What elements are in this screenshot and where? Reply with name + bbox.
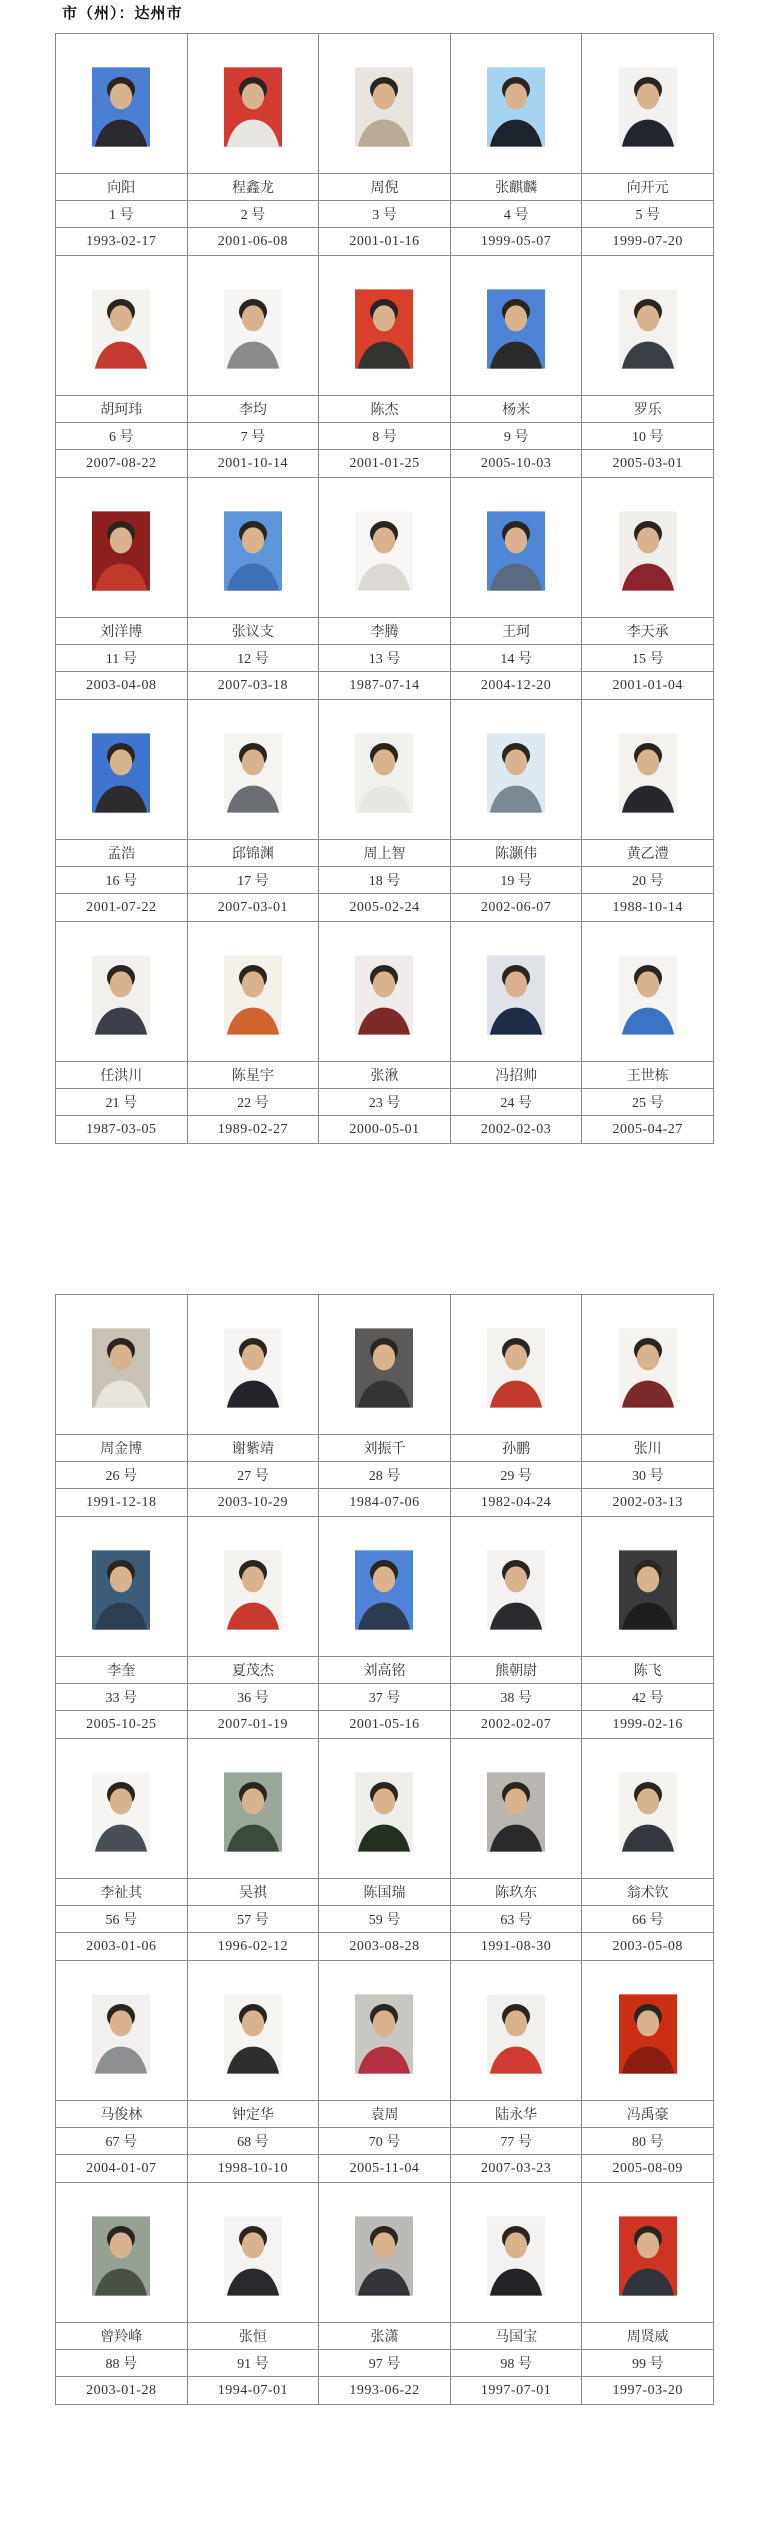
person-photo-cell (187, 2183, 319, 2323)
person-photo (92, 955, 150, 1035)
person-name: 张川 (582, 1435, 714, 1462)
tables (55, 33, 715, 2405)
person-photo (619, 733, 677, 813)
person-name: 孟浩 (56, 840, 188, 867)
person-photo-cell (56, 1295, 188, 1435)
person-number: 3 号 (319, 201, 451, 228)
person-number: 16 号 (56, 867, 188, 894)
person-dob: 2001-10-14 (187, 450, 319, 478)
person-name: 谢紫靖 (187, 1435, 319, 1462)
person-photo (487, 1328, 545, 1408)
person-photo-cell (319, 256, 451, 396)
person-photo (487, 67, 545, 147)
person-photo (224, 2216, 282, 2296)
person-photo-cell (56, 1517, 188, 1657)
person-number: 56 号 (56, 1906, 188, 1933)
person-number: 18 号 (319, 867, 451, 894)
person-dob: 2007-03-18 (187, 672, 319, 700)
person-photo-cell (450, 1739, 582, 1879)
person-name: 冯禹豪 (582, 2101, 714, 2128)
person-number: 98 号 (450, 2350, 582, 2377)
person-dob: 1987-07-14 (319, 672, 451, 700)
person-number: 4 号 (450, 201, 582, 228)
person-name: 翁术钦 (582, 1879, 714, 1906)
person-photo-cell (450, 256, 582, 396)
person-photo-cell (187, 34, 319, 174)
person-name: 夏茂杰 (187, 1657, 319, 1684)
person-photo (487, 289, 545, 369)
person-photo-cell (319, 700, 451, 840)
person-photo (487, 1994, 545, 2074)
person-dob: 1998-10-10 (187, 2155, 319, 2183)
person-photo-cell (319, 1517, 451, 1657)
person-dob: 2001-01-25 (319, 450, 451, 478)
person-dob: 2002-06-07 (450, 894, 582, 922)
person-number: 66 号 (582, 1906, 714, 1933)
person-dob: 1982-04-24 (450, 1489, 582, 1517)
person-name: 马国宝 (450, 2323, 582, 2350)
person-dob: 1999-07-20 (582, 228, 714, 256)
person-photo (92, 1550, 150, 1630)
person-photo-cell (319, 1295, 451, 1435)
person-name: 陈玖东 (450, 1879, 582, 1906)
person-number: 67 号 (56, 2128, 188, 2155)
person-name: 周金博 (56, 1435, 188, 1462)
person-name: 邱锦渊 (187, 840, 319, 867)
person-number: 5 号 (582, 201, 714, 228)
person-name: 张潇 (319, 2323, 451, 2350)
person-photo (224, 1994, 282, 2074)
person-number: 26 号 (56, 1462, 188, 1489)
person-name: 陈灏伟 (450, 840, 582, 867)
person-name: 袁周 (319, 2101, 451, 2128)
person-name: 马俊林 (56, 2101, 188, 2128)
person-dob: 2005-10-25 (56, 1711, 188, 1739)
person-number: 9 号 (450, 423, 582, 450)
person-photo (92, 2216, 150, 2296)
person-dob: 2007-08-22 (56, 450, 188, 478)
person-number: 30 号 (582, 1462, 714, 1489)
person-photo-cell (56, 256, 188, 396)
person-photo (92, 1328, 150, 1408)
person-number: 37 号 (319, 1684, 451, 1711)
person-photo-cell (56, 1961, 188, 2101)
person-name: 王珂 (450, 618, 582, 645)
person-number: 8 号 (319, 423, 451, 450)
person-photo-cell (319, 2183, 451, 2323)
person-number: 91 号 (187, 2350, 319, 2377)
person-photo-cell (56, 2183, 188, 2323)
person-photo-cell (319, 1739, 451, 1879)
person-photo (355, 511, 413, 591)
person-photo-cell (582, 2183, 714, 2323)
person-number: 68 号 (187, 2128, 319, 2155)
person-name: 张湫 (319, 1062, 451, 1089)
person-dob: 1997-03-20 (582, 2377, 714, 2405)
person-photo (619, 1772, 677, 1852)
person-number: 14 号 (450, 645, 582, 672)
person-name: 李均 (187, 396, 319, 423)
roster-table-1 (55, 33, 714, 1144)
person-name: 周上智 (319, 840, 451, 867)
person-photo (224, 1328, 282, 1408)
person-dob: 1993-06-22 (319, 2377, 451, 2405)
person-number: 97 号 (319, 2350, 451, 2377)
person-number: 6 号 (56, 423, 188, 450)
person-dob: 1984-07-06 (319, 1489, 451, 1517)
person-number: 38 号 (450, 1684, 582, 1711)
person-photo (619, 511, 677, 591)
page-title: 市（州）：达州市 (62, 6, 183, 22)
person-number: 23 号 (319, 1089, 451, 1116)
person-number: 15 号 (582, 645, 714, 672)
person-photo-cell (56, 34, 188, 174)
person-number: 80 号 (582, 2128, 714, 2155)
person-photo (224, 1772, 282, 1852)
person-photo-cell (582, 1295, 714, 1435)
person-photo (224, 511, 282, 591)
person-photo-cell (450, 478, 582, 618)
person-photo-cell (582, 1961, 714, 2101)
person-number: 28 号 (319, 1462, 451, 1489)
person-photo (487, 733, 545, 813)
person-photo (619, 1550, 677, 1630)
person-name: 曾羚峰 (56, 2323, 188, 2350)
person-name: 张议支 (187, 618, 319, 645)
person-dob: 2005-03-01 (582, 450, 714, 478)
person-name: 李天承 (582, 618, 714, 645)
person-dob: 2003-08-28 (319, 1933, 451, 1961)
person-photo-cell (187, 700, 319, 840)
person-photo-cell (319, 1961, 451, 2101)
person-name: 李祉其 (56, 1879, 188, 1906)
person-photo (619, 67, 677, 147)
person-name: 张恒 (187, 2323, 319, 2350)
person-dob: 2002-02-03 (450, 1116, 582, 1144)
person-dob: 2005-08-09 (582, 2155, 714, 2183)
person-photo-cell (582, 478, 714, 618)
person-number: 11 号 (56, 645, 188, 672)
person-dob: 2005-11-04 (319, 2155, 451, 2183)
person-dob: 2001-01-04 (582, 672, 714, 700)
person-number: 33 号 (56, 1684, 188, 1711)
person-dob: 2003-10-29 (187, 1489, 319, 1517)
person-number: 29 号 (450, 1462, 582, 1489)
person-dob: 2007-03-23 (450, 2155, 582, 2183)
person-photo-cell (319, 478, 451, 618)
person-number: 13 号 (319, 645, 451, 672)
person-photo-cell (450, 1295, 582, 1435)
person-photo (92, 511, 150, 591)
person-name: 李奎 (56, 1657, 188, 1684)
person-photo (355, 67, 413, 147)
person-dob: 1997-07-01 (450, 2377, 582, 2405)
person-dob: 2003-04-08 (56, 672, 188, 700)
person-photo (355, 2216, 413, 2296)
person-photo (355, 1550, 413, 1630)
person-dob: 2001-05-16 (319, 1711, 451, 1739)
person-number: 12 号 (187, 645, 319, 672)
person-dob: 2005-04-27 (582, 1116, 714, 1144)
person-photo (619, 289, 677, 369)
person-number: 88 号 (56, 2350, 188, 2377)
person-photo (355, 733, 413, 813)
person-dob: 2001-01-16 (319, 228, 451, 256)
person-photo-cell (56, 700, 188, 840)
person-dob: 2007-01-19 (187, 1711, 319, 1739)
person-photo-cell (187, 1517, 319, 1657)
person-number: 77 号 (450, 2128, 582, 2155)
person-photo-cell (582, 256, 714, 396)
person-photo (487, 2216, 545, 2296)
person-photo-cell (187, 1295, 319, 1435)
person-dob: 2005-02-24 (319, 894, 451, 922)
person-photo (224, 67, 282, 147)
person-photo (355, 955, 413, 1035)
person-dob: 2003-01-28 (56, 2377, 188, 2405)
person-photo-cell (187, 256, 319, 396)
person-number: 42 号 (582, 1684, 714, 1711)
person-number: 25 号 (582, 1089, 714, 1116)
person-number: 1 号 (56, 201, 188, 228)
person-number: 57 号 (187, 1906, 319, 1933)
person-photo-cell (56, 922, 188, 1062)
person-number: 22 号 (187, 1089, 319, 1116)
person-photo (224, 289, 282, 369)
person-photo (487, 1550, 545, 1630)
person-number: 7 号 (187, 423, 319, 450)
person-number: 70 号 (319, 2128, 451, 2155)
person-name: 王世栋 (582, 1062, 714, 1089)
person-photo-cell (582, 1739, 714, 1879)
person-photo (619, 1994, 677, 2074)
person-name: 陈星宇 (187, 1062, 319, 1089)
person-photo (355, 1328, 413, 1408)
person-dob: 2002-03-13 (582, 1489, 714, 1517)
person-photo (92, 289, 150, 369)
person-photo-cell (450, 1517, 582, 1657)
person-number: 63 号 (450, 1906, 582, 1933)
person-number: 27 号 (187, 1462, 319, 1489)
person-name: 周贤威 (582, 2323, 714, 2350)
person-photo-cell (582, 1517, 714, 1657)
person-photo-cell (582, 34, 714, 174)
person-photo-cell (450, 922, 582, 1062)
person-photo (92, 1994, 150, 2074)
person-dob: 1988-10-14 (582, 894, 714, 922)
person-number: 19 号 (450, 867, 582, 894)
person-photo-cell (319, 922, 451, 1062)
person-name: 程鑫龙 (187, 174, 319, 201)
person-photo (487, 511, 545, 591)
roster-table-2 (55, 1294, 714, 2405)
person-photo-cell (187, 922, 319, 1062)
person-dob: 2001-07-22 (56, 894, 188, 922)
person-photo (355, 1772, 413, 1852)
person-dob: 2005-10-03 (450, 450, 582, 478)
person-number: 17 号 (187, 867, 319, 894)
person-name: 胡珂玮 (56, 396, 188, 423)
person-dob: 2003-01-06 (56, 1933, 188, 1961)
person-name: 张麒麟 (450, 174, 582, 201)
person-name: 陆永华 (450, 2101, 582, 2128)
person-name: 向阳 (56, 174, 188, 201)
person-dob: 1991-08-30 (450, 1933, 582, 1961)
person-name: 周倪 (319, 174, 451, 201)
person-number: 10 号 (582, 423, 714, 450)
person-photo (92, 1772, 150, 1852)
person-dob: 1999-05-07 (450, 228, 582, 256)
person-name: 罗乐 (582, 396, 714, 423)
person-photo (224, 733, 282, 813)
person-photo (92, 67, 150, 147)
person-photo (224, 955, 282, 1035)
person-name: 李腾 (319, 618, 451, 645)
person-number: 24 号 (450, 1089, 582, 1116)
person-dob: 1994-07-01 (187, 2377, 319, 2405)
person-name: 陈飞 (582, 1657, 714, 1684)
person-name: 黄乙澧 (582, 840, 714, 867)
person-photo (355, 289, 413, 369)
person-photo (619, 1328, 677, 1408)
person-photo-cell (582, 700, 714, 840)
person-photo-cell (450, 2183, 582, 2323)
person-name: 杨米 (450, 396, 582, 423)
person-photo-cell (450, 700, 582, 840)
person-number: 99 号 (582, 2350, 714, 2377)
person-dob: 1987-03-05 (56, 1116, 188, 1144)
person-dob: 2000-05-01 (319, 1116, 451, 1144)
person-number: 2 号 (187, 201, 319, 228)
person-name: 孙鹏 (450, 1435, 582, 1462)
person-photo (224, 1550, 282, 1630)
person-dob: 2002-02-07 (450, 1711, 582, 1739)
person-dob: 1996-02-12 (187, 1933, 319, 1961)
person-photo-cell (582, 922, 714, 1062)
person-number: 59 号 (319, 1906, 451, 1933)
person-photo (92, 733, 150, 813)
person-dob: 1999-02-16 (582, 1711, 714, 1739)
person-name: 吴祺 (187, 1879, 319, 1906)
person-name: 熊朝尉 (450, 1657, 582, 1684)
person-dob: 2001-06-08 (187, 228, 319, 256)
person-photo (619, 955, 677, 1035)
person-number: 36 号 (187, 1684, 319, 1711)
person-name: 刘洋博 (56, 618, 188, 645)
person-dob: 2007-03-01 (187, 894, 319, 922)
person-photo (487, 955, 545, 1035)
person-name: 冯招帅 (450, 1062, 582, 1089)
person-dob: 2004-12-20 (450, 672, 582, 700)
person-name: 向开元 (582, 174, 714, 201)
person-photo (487, 1772, 545, 1852)
person-name: 任洪川 (56, 1062, 188, 1089)
person-photo-cell (450, 1961, 582, 2101)
person-number: 20 号 (582, 867, 714, 894)
person-photo (619, 2216, 677, 2296)
person-dob: 1991-12-18 (56, 1489, 188, 1517)
person-photo-cell (187, 1739, 319, 1879)
person-photo-cell (319, 34, 451, 174)
person-number: 21 号 (56, 1089, 188, 1116)
person-name: 钟定华 (187, 2101, 319, 2128)
person-name: 陈国瑞 (319, 1879, 451, 1906)
person-name: 陈杰 (319, 396, 451, 423)
person-dob: 2003-05-08 (582, 1933, 714, 1961)
person-name: 刘高铭 (319, 1657, 451, 1684)
person-dob: 2004-01-07 (56, 2155, 188, 2183)
person-photo-cell (56, 478, 188, 618)
person-photo-cell (450, 34, 582, 174)
person-photo-cell (56, 1739, 188, 1879)
person-photo (355, 1994, 413, 2074)
person-dob: 1989-02-27 (187, 1116, 319, 1144)
person-name: 刘振千 (319, 1435, 451, 1462)
person-photo-cell (187, 1961, 319, 2101)
person-dob: 1993-02-17 (56, 228, 188, 256)
person-photo-cell (187, 478, 319, 618)
